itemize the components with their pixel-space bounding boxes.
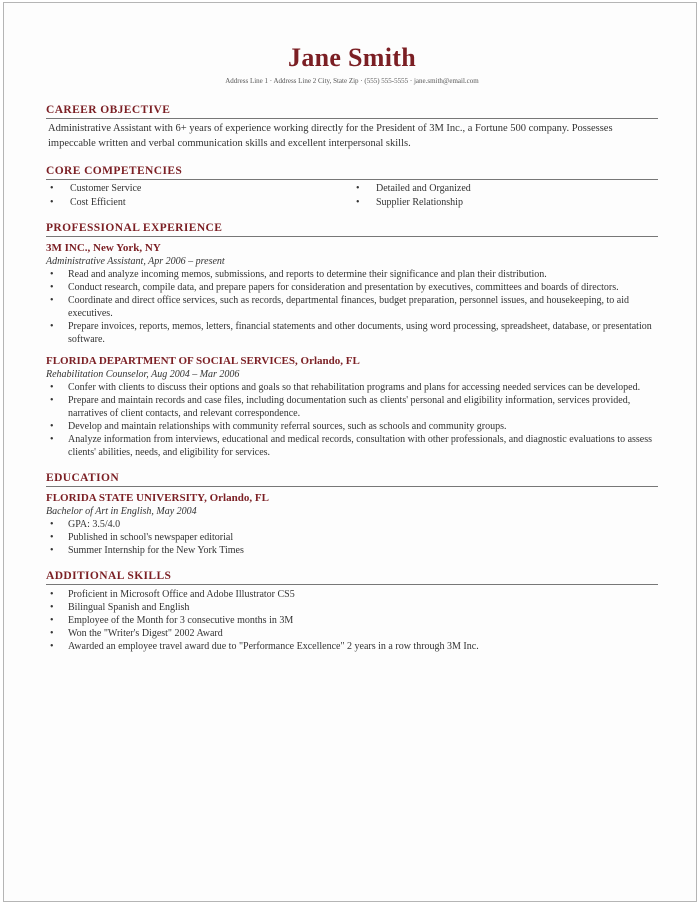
- list-item: [46, 627, 658, 640]
- list-item: [46, 614, 658, 627]
- objective-text: Administrative Assistant with 6+ years of experience working directly for the President of 3M Inc., a Fortune 500 company. Possesses impeccable written and verbal communication skills and excellent interpersonal skills.: [48, 123, 613, 149]
- bullet-icon: •: [50, 197, 54, 208]
- list-item: [46, 182, 352, 196]
- section-title: CAREER OBJECTIVE: [46, 103, 658, 119]
- education-section: [46, 471, 658, 557]
- education-entry: [46, 491, 658, 557]
- list-item-text: Analyze information from interviews, educational and medical records, consultation with other professionals, and diagnostic evaluations to assess clients' abilities, needs, and eligibility for services.: [68, 434, 653, 458]
- job-bullets: [46, 268, 658, 346]
- bullet-icon: •: [50, 395, 54, 406]
- bullet-icon: •: [50, 282, 54, 293]
- bullet-icon: •: [50, 321, 54, 332]
- list-item: [46, 544, 658, 557]
- employer-name: 3M INC., New York, NY: [46, 242, 161, 254]
- bullet-icon: •: [50, 589, 54, 600]
- bullet-icon: •: [50, 545, 54, 556]
- bullet-icon: •: [50, 641, 54, 652]
- list-item: [352, 196, 658, 210]
- experience-section: [46, 221, 658, 459]
- bullet-icon: •: [50, 519, 54, 530]
- list-item-text: Supplier Relationship: [376, 197, 463, 208]
- list-item-text: Cost Efficient: [70, 197, 126, 208]
- list-item-text: Conduct research, compile data, and prepare papers for consideration and presentation by executives, committees and boards of directors.: [68, 282, 619, 293]
- job-role: Rehabilitation Counselor, Aug 2004 – Mar 2006: [46, 369, 240, 380]
- section-title: CORE COMPETENCIES: [46, 164, 658, 180]
- employer-name: FLORIDA DEPARTMENT OF SOCIAL SERVICES, Orlando, FL: [46, 355, 360, 367]
- bullet-icon: •: [50, 628, 54, 639]
- list-item: [46, 601, 658, 614]
- bullet-icon: •: [50, 295, 54, 306]
- list-item-text: Bilingual Spanish and English: [68, 602, 190, 613]
- list-item-text: Coordinate and direct office services, such as records, departmental finances, budget preparation, personnel issues, and housekeeping, to aid executives.: [68, 295, 630, 319]
- bullet-icon: •: [50, 532, 54, 543]
- list-item-text: Won the "Writer's Digest" 2002 Award: [68, 628, 223, 639]
- bullet-icon: •: [356, 183, 360, 194]
- list-item-text: Read and analyze incoming memos, submissions, and reports to determine their significance and plan their distribution.: [68, 269, 547, 280]
- list-item: [46, 518, 658, 531]
- bullet-icon: •: [50, 434, 54, 445]
- core-competencies-section: [46, 164, 658, 210]
- list-item-text: Confer with clients to discuss their options and goals so that rehabilitation programs and plans for accessing needed services can be developed.: [68, 382, 641, 393]
- education-bullets: [46, 518, 658, 557]
- list-item: [46, 640, 658, 653]
- list-item-text: Detailed and Organized: [376, 183, 471, 194]
- list-item: [46, 294, 658, 320]
- list-item-text: Develop and maintain relationships with community referral sources, such as schools and community groups.: [68, 421, 507, 432]
- bullet-icon: •: [50, 602, 54, 613]
- list-item-text: Summer Internship for the New York Times: [68, 545, 244, 556]
- list-item: [46, 281, 658, 294]
- career-objective-section: [46, 103, 658, 151]
- job-role: Administrative Assistant, Apr 2006 – present: [46, 256, 225, 267]
- school-name: FLORIDA STATE UNIVERSITY, Orlando, FL: [46, 492, 269, 504]
- list-item: [352, 182, 658, 196]
- bullet-icon: •: [50, 382, 54, 393]
- competency-column-left: [46, 182, 352, 210]
- section-title: ADDITIONAL SKILLS: [46, 569, 658, 585]
- list-item: [46, 268, 658, 281]
- skills-section: [46, 569, 658, 653]
- list-item: [46, 196, 352, 210]
- resume-page: [3, 2, 697, 902]
- list-item: [46, 381, 658, 394]
- section-title: EDUCATION: [46, 471, 658, 487]
- bullet-icon: •: [50, 269, 54, 280]
- bullet-icon: •: [356, 197, 360, 208]
- job-entry: [46, 241, 658, 346]
- list-item: [46, 588, 658, 601]
- list-item-text: Prepare and maintain records and case files, including documentation such as clients' personal and eligibility information, services provided, narratives of client contacts, and relevant correspondence.: [68, 395, 631, 419]
- bullet-icon: •: [50, 421, 54, 432]
- resume-header: [46, 43, 658, 86]
- contact-line: Address Line 1 · Address Line 2 City, State Zip · (555) 555-5555 · jane.smith@email.com: [225, 77, 479, 85]
- list-item: [46, 394, 658, 420]
- competency-grid: [46, 182, 658, 210]
- bullet-icon: •: [50, 183, 54, 194]
- list-item-text: Prepare invoices, reports, memos, letters, financial statements and other documents, using word processing, spreadsheet, database, or presentation software.: [68, 321, 652, 345]
- job-entry: [46, 354, 658, 459]
- competency-column-right: [352, 182, 658, 210]
- list-item: [46, 420, 658, 433]
- list-item-text: Proficient in Microsoft Office and Adobe Illustrator CS5: [68, 589, 295, 600]
- degree: Bachelor of Art in English, May 2004: [46, 506, 197, 517]
- list-item-text: Awarded an employee travel award due to "Performance Excellence" 2 years in a row through 3M Inc.: [68, 641, 479, 652]
- candidate-name: Jane Smith: [288, 43, 416, 72]
- list-item-text: Employee of the Month for 3 consecutive months in 3M: [68, 615, 294, 626]
- section-title: PROFESSIONAL EXPERIENCE: [46, 221, 658, 237]
- job-bullets: [46, 381, 658, 459]
- bullet-icon: •: [50, 615, 54, 626]
- list-item-text: Published in school's newspaper editorial: [68, 532, 234, 543]
- list-item: [46, 531, 658, 544]
- list-item: [46, 433, 658, 459]
- list-item-text: Customer Service: [70, 183, 142, 194]
- skills-bullets: [46, 588, 658, 653]
- list-item-text: GPA: 3.5/4.0: [68, 519, 121, 530]
- list-item: [46, 320, 658, 346]
- resume-content: [46, 3, 658, 653]
